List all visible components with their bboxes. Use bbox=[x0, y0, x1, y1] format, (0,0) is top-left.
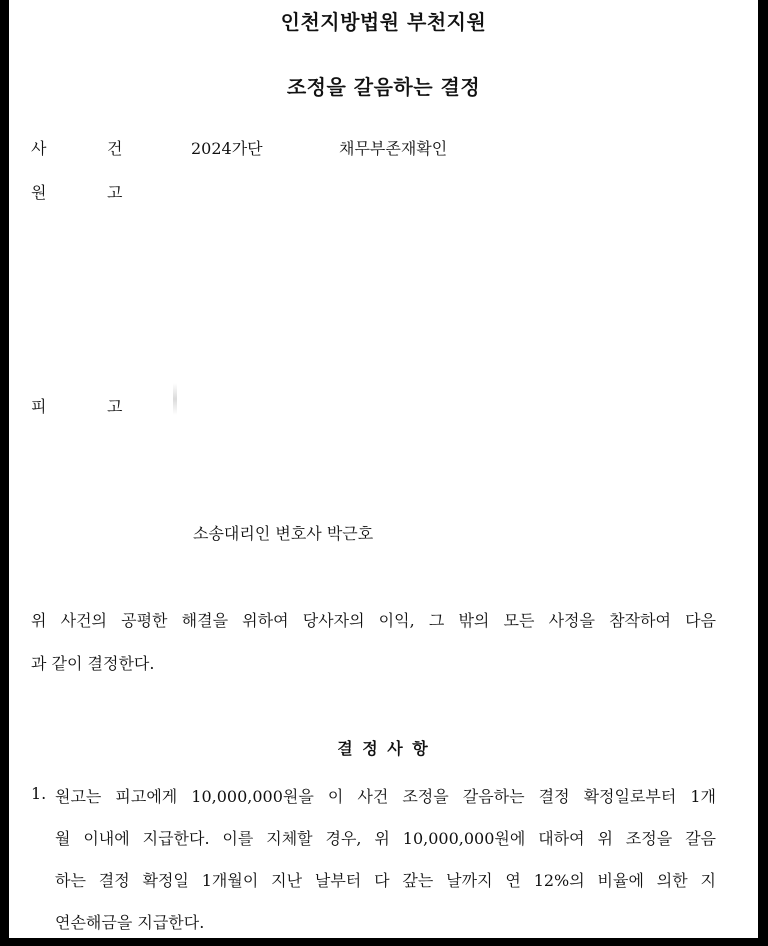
attorney-line: 소송대리인 변호사 박근호 bbox=[193, 524, 374, 543]
item-line-4: 연손해금을 지급한다. bbox=[55, 913, 205, 932]
item-line-2: 월 이내에 지급한다. 이를 지체할 경우, 위 10,000,000원에 대하여 위 조정을 갈음 bbox=[55, 829, 716, 848]
defendant-label-1: 피 bbox=[31, 397, 47, 416]
document-page bbox=[9, 0, 758, 938]
item-number: 1. bbox=[31, 784, 47, 803]
case-label-2: 건 bbox=[107, 139, 123, 158]
section-title: 결 정 사 항 bbox=[337, 739, 430, 758]
item-line-1: 원고는 피고에게 10,000,000원을 이 사건 조정을 갈음하는 결정 확정일로부터 1개 bbox=[55, 787, 716, 806]
item-line-3: 하는 결정 확정일 1개월이 지난 날부터 다 갚는 날까지 연 12%의 비율에 의한 지 bbox=[55, 871, 716, 890]
defendant-label-2: 고 bbox=[107, 397, 123, 416]
redaction-mark bbox=[173, 383, 177, 415]
case-number: 2024가단 bbox=[191, 139, 263, 158]
plaintiff-label-1: 원 bbox=[31, 183, 47, 202]
court-name: 인천지방법원 부천지원 bbox=[280, 10, 487, 34]
document-title: 조정을 갈음하는 결정 bbox=[286, 75, 481, 99]
plaintiff-label-2: 고 bbox=[107, 183, 123, 202]
case-name: 채무부존재확인 bbox=[339, 139, 448, 158]
preamble-line-1: 위 사건의 공평한 해결을 위하여 당사자의 이익, 그 밖의 모든 사정을 참작하여 다음 bbox=[31, 611, 716, 630]
case-label-1: 사 bbox=[31, 139, 47, 158]
preamble-line-2: 과 같이 결정한다. bbox=[31, 654, 155, 673]
